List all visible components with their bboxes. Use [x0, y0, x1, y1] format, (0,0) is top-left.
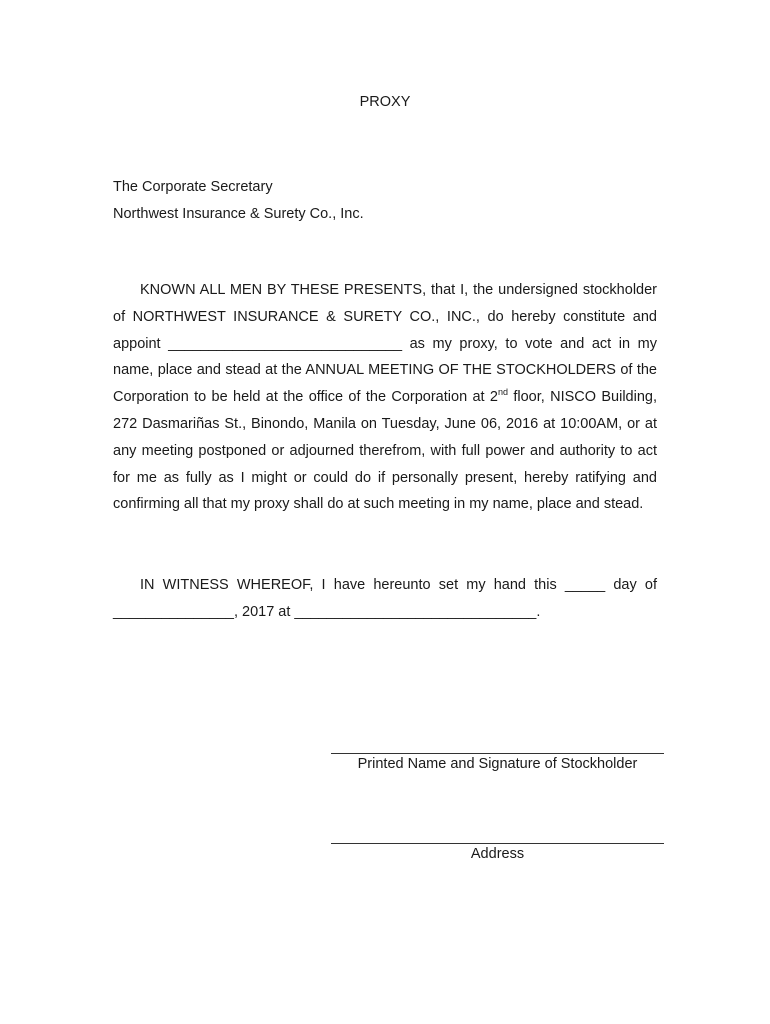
document-title: PROXY [359, 94, 411, 110]
signature-block [331, 753, 664, 772]
addressee-company: Northwest Insurance & Surety Co., Inc. [113, 206, 364, 222]
signature-line [331, 753, 664, 754]
signature-label: Printed Name and Signature of Stockholder [357, 756, 638, 772]
witness-paragraph: IN WITNESS WHEREOF, I have hereunto set my hand this _____ day of _______________, 2017 at ______________________________. [113, 577, 657, 620]
body-text-part2: floor, NISCO Building, 272 Dasmariñas St., Binondo, Manila on Tuesday, June 06, 2016 at 10:00AM, or at any meeting postponed or adjourned therefrom, with full power and authority to act for me as fully as I might or could do if personally present, hereby ratifying and confirming all that my proxy shall do at such meeting in my name, place and stead. [113, 389, 657, 513]
addressee-title: The Corporate Secretary [113, 179, 273, 195]
body-text-part1: KNOWN ALL MEN BY THESE PRESENTS, that I, the undersigned stockholder of NORTHWEST INSURANCE & SURETY CO., INC., do hereby constitute and appoint _____________________________ as my proxy, to vote and act in my name, place and stead at the ANNUAL MEETING OF THE STOCKHOLDERS of the Corporation to be held at the office of the Corporation at 2 [113, 282, 657, 406]
address-line [331, 843, 664, 844]
proxy-body-paragraph [113, 277, 657, 518]
address-block [331, 843, 664, 862]
ordinal-suffix: nd [497, 387, 508, 398]
address-label: Address [470, 846, 525, 862]
addressee-block [113, 174, 364, 228]
